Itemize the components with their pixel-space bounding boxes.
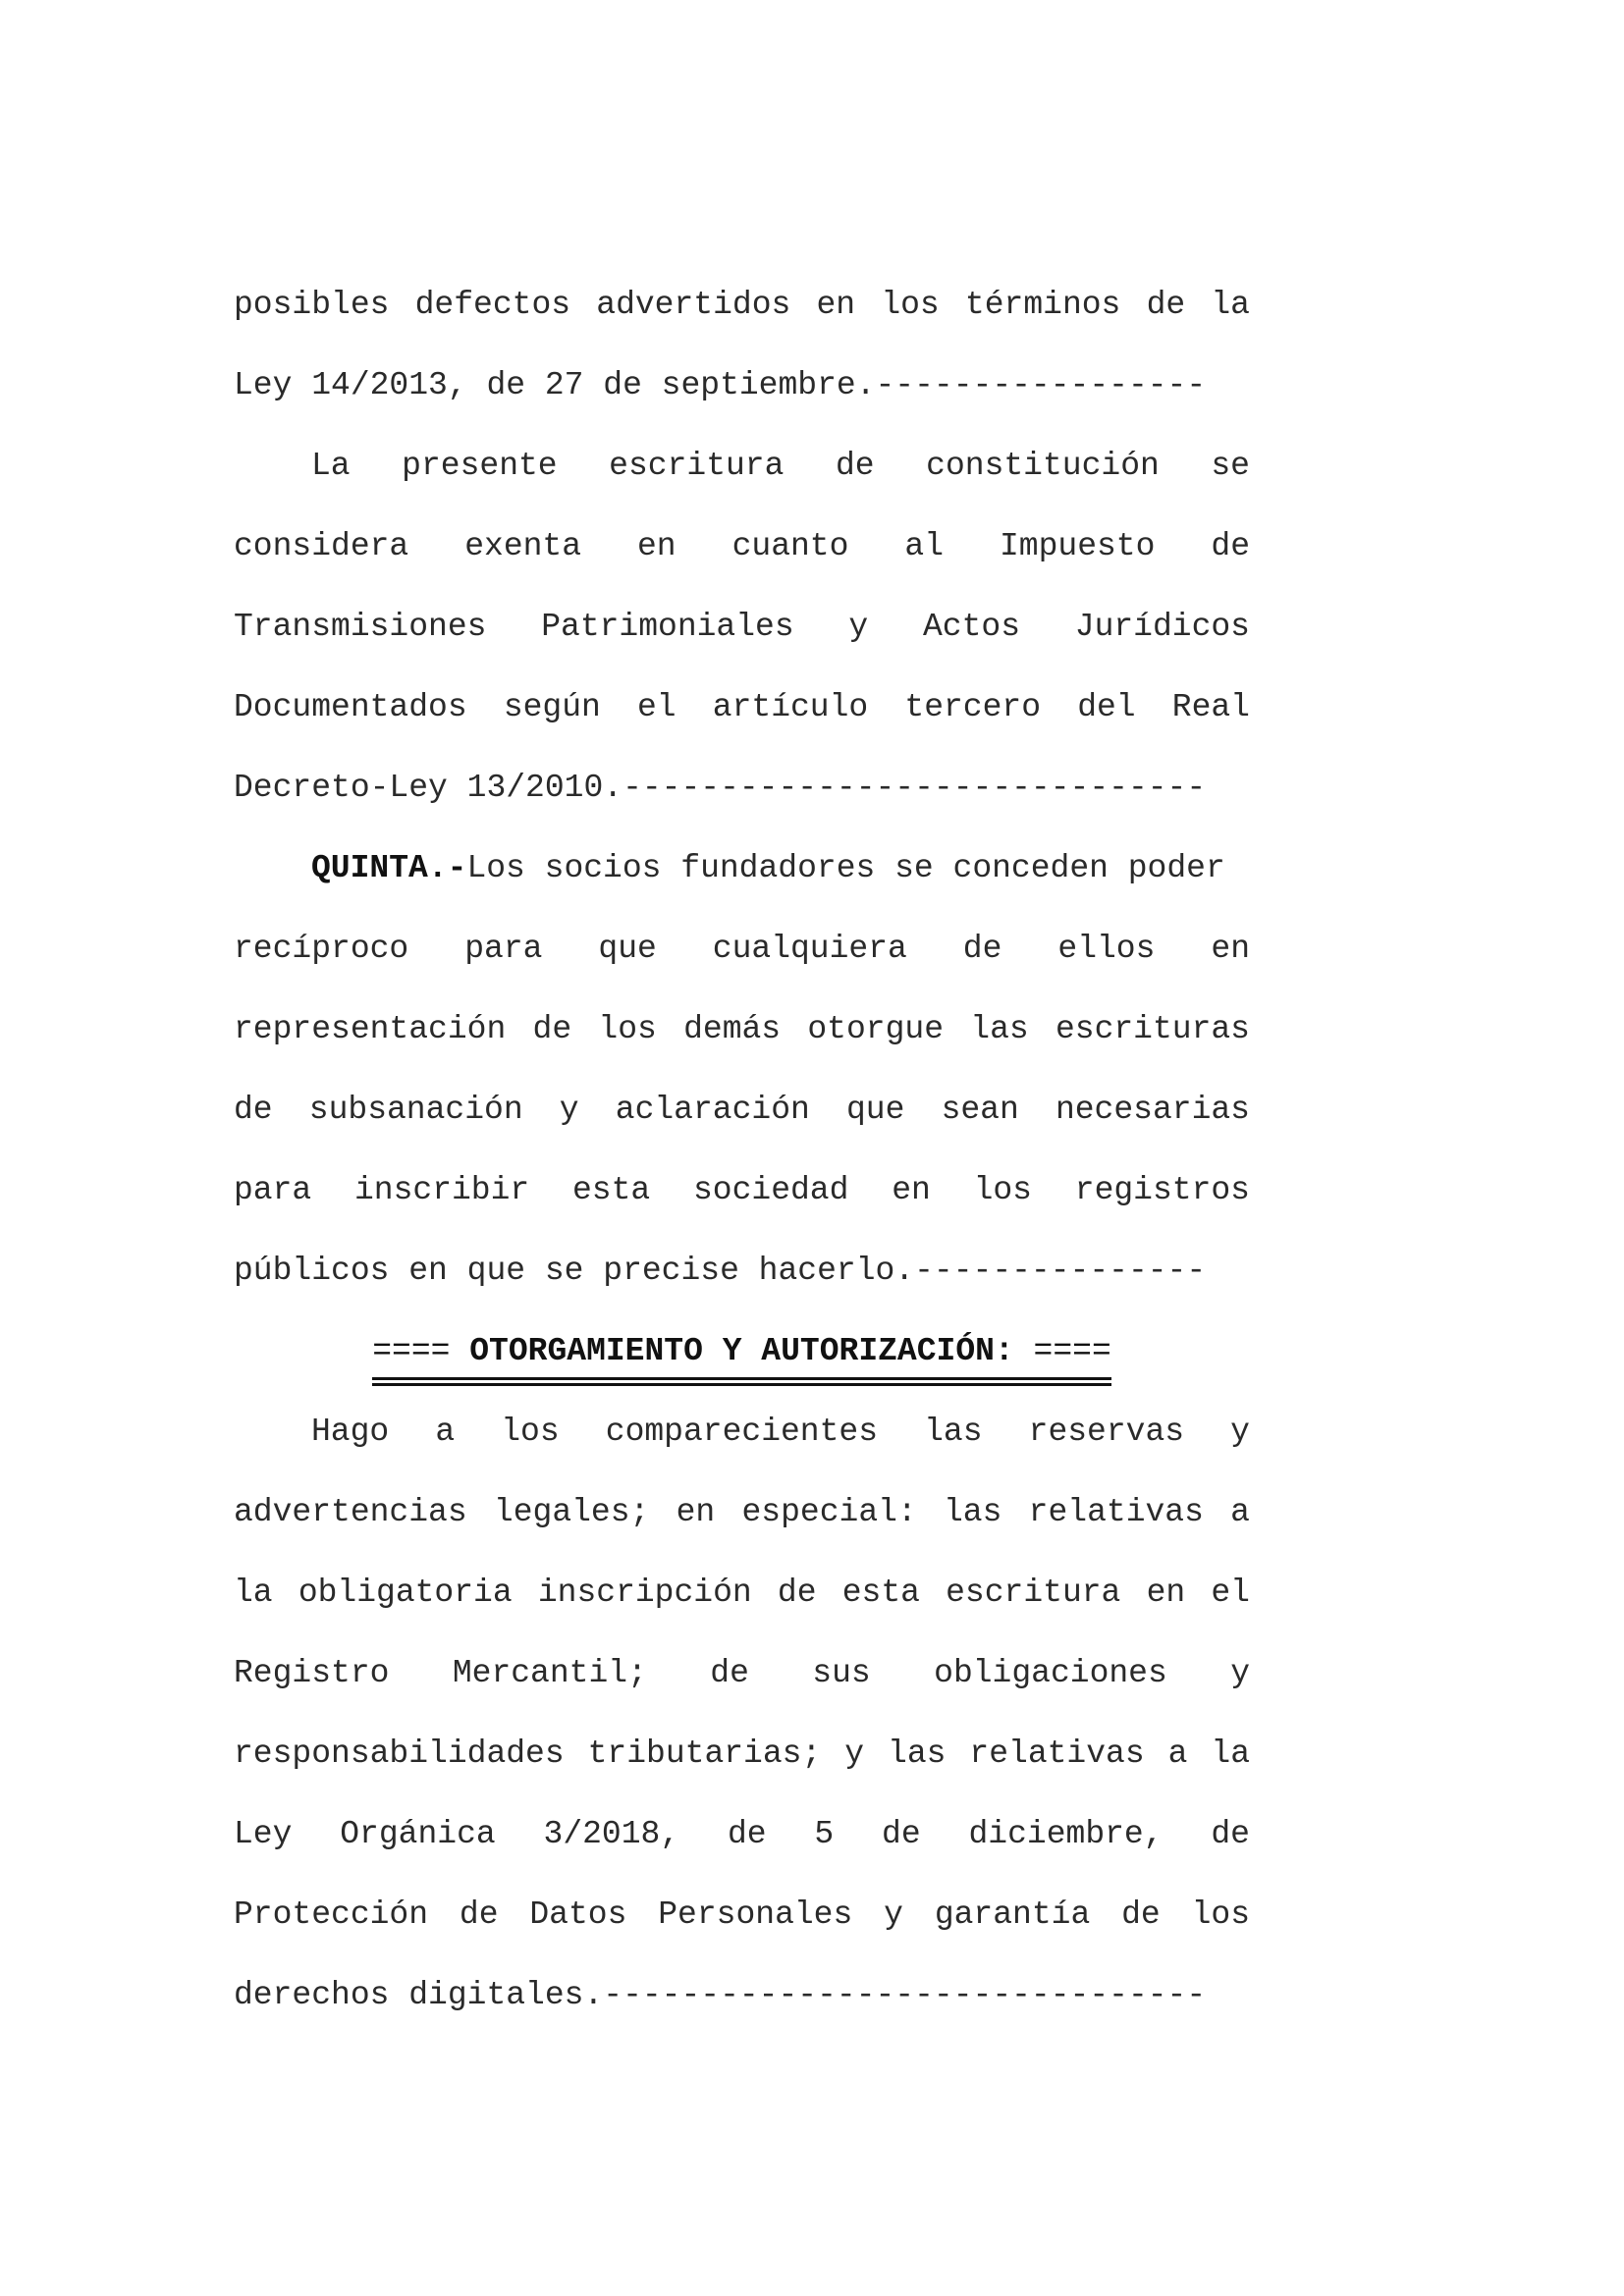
clause-line (311, 828, 1250, 909)
text-line: Transmisiones Patrimoniales y Actos Jurídicos (234, 609, 1250, 645)
text-line: públicos en que se precise hacerlo.--------------- (234, 1253, 1207, 1289)
text-line: advertencias legales; en especial: las relativas a (234, 1494, 1250, 1530)
text-line: Hago a los comparecientes las reservas y (311, 1414, 1250, 1450)
text-line: Los socios fundadores se conceden poder (466, 850, 1225, 886)
text-line: Ley 14/2013, de 27 de septiembre.----------------- (234, 367, 1207, 403)
text-line: representación de los demás otorgue las escrituras (234, 1011, 1250, 1047)
text-line: recíproco para que cualquiera de ellos en (234, 931, 1250, 967)
text-line: derechos digitales.------------------------------- (234, 1977, 1207, 2013)
text-line: Documentados según el artículo tercero del Real (234, 689, 1250, 725)
heading-prefix: ==== (372, 1333, 470, 1369)
section-heading-underlined (372, 1332, 1111, 1380)
section-heading (234, 1311, 1250, 1392)
heading-title: OTORGAMIENTO Y AUTORIZACIÓN: (469, 1333, 1014, 1369)
text-line: Registro Mercantil; de sus obligaciones y (234, 1655, 1250, 1691)
text-line: de subsanación y aclaración que sean necesarias (234, 1092, 1250, 1128)
text-line: considera exenta en cuanto al Impuesto de (234, 528, 1250, 564)
heading-suffix: ==== (1013, 1333, 1111, 1369)
text-line: para inscribir esta sociedad en los registros (234, 1172, 1250, 1208)
text-line: Decreto-Ley 13/2010.------------------------------ (234, 770, 1207, 806)
text-line: responsabilidades tributarias; y las relativas a la (234, 1735, 1250, 1772)
text-line: Protección de Datos Personales y garantía de los (234, 1896, 1250, 1933)
text-line: la obligatoria inscripción de esta escritura en el (234, 1575, 1250, 1611)
text-line: posibles defectos advertidos en los términos de la (234, 287, 1250, 323)
text-line: Ley Orgánica 3/2018, de 5 de diciembre, de (234, 1816, 1250, 1852)
clause-label: QUINTA.- (311, 850, 467, 886)
text-line: La presente escritura de constitución se (311, 448, 1250, 484)
